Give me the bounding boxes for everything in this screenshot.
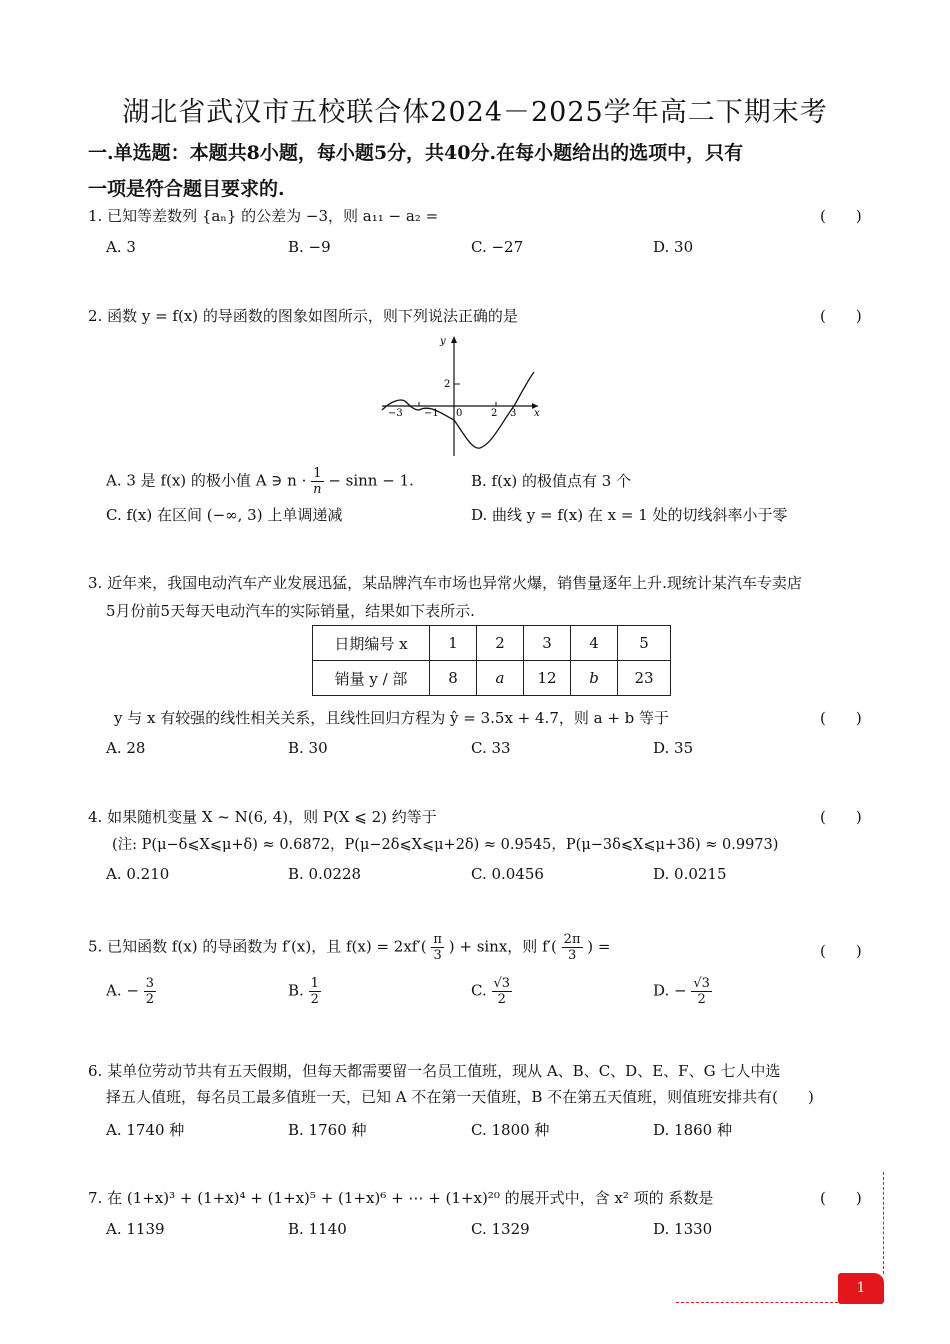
q3-option-b: B. 30 xyxy=(288,739,328,757)
fraction-denominator: n xyxy=(313,482,322,497)
derivative-graph xyxy=(370,332,550,462)
section-heading-line2: 一项是符合题目要求的. xyxy=(88,178,285,200)
answer-paren-4: ( ) xyxy=(820,808,862,826)
x-tick-label-neg1: −1 xyxy=(424,408,439,419)
answer-paren-1: ( ) xyxy=(820,207,862,225)
x-tick-label-neg3: −3 xyxy=(388,408,403,419)
fraction-denominator: 3 xyxy=(433,948,442,963)
answer-paren-7: ( ) xyxy=(820,1189,862,1207)
question-4-stem: 4. 如果随机变量 X ~ N(6, 4)，则 P(X ⩽ 2) 约等于 xyxy=(88,808,437,826)
fraction-numerator: √3 xyxy=(493,976,511,991)
fraction-numerator: 2π xyxy=(563,932,581,947)
q2-option-a-tail: − sinn − 1. xyxy=(328,471,414,490)
q5-option-c-label: C. xyxy=(471,981,487,1000)
table-cell: 8 xyxy=(430,661,477,696)
q5-option-c xyxy=(471,976,512,1007)
fraction-numerator: 1 xyxy=(310,976,319,991)
q2-option-a-fraction xyxy=(311,466,323,497)
q5-option-a-label: A. − xyxy=(106,981,139,1000)
fraction-numerator: 3 xyxy=(145,976,154,991)
question-1-stem: 1. 已知等差数列 {aₙ} 的公差为 −3，则 a₁₁ − a₂ = xyxy=(88,207,439,225)
fraction-numerator: π xyxy=(433,932,442,947)
q4-option-c: C. 0.0456 xyxy=(471,865,544,883)
q6-option-c: C. 1800 种 xyxy=(471,1121,550,1139)
q5-option-b xyxy=(288,976,321,1007)
q1-option-c: C. −27 xyxy=(471,238,524,256)
q1-option-a: A. 3 xyxy=(106,238,136,256)
question-7-stem: 7. 在 (1+x)³ + (1+x)⁴ + (1+x)⁵ + (1+x)⁶ + ⋯ + (1+x)²⁰ 的展开式中，含 x² 项的 系数是 xyxy=(88,1189,714,1207)
question-3-stem-line2: 5月份前5天每天电动汽车的实际销量，结果如下表所示. xyxy=(106,602,475,620)
page-border-dashed-horizontal xyxy=(676,1302,838,1303)
q5-stem-part-c: ) = xyxy=(587,937,611,956)
table-cell: b xyxy=(571,661,618,696)
q4-option-d: D. 0.0215 xyxy=(653,865,727,883)
answer-paren-3: ( ) xyxy=(820,709,862,727)
question-3-stem-line3: y 与 x 有较强的线性相关关系，且线性回归方程为 ŷ = 3.5x + 4.7，则 a + b 等于 xyxy=(114,709,670,727)
answer-paren-5: ( ) xyxy=(820,942,862,960)
page-border-dashed-vertical xyxy=(883,1172,884,1274)
fraction-numerator: 1 xyxy=(311,466,323,482)
question-5-stem xyxy=(88,932,610,963)
fraction-denominator: 3 xyxy=(567,948,577,963)
q5-option-d xyxy=(653,976,712,1007)
q5-option-c-fraction xyxy=(492,976,513,1007)
fraction-denominator: 2 xyxy=(697,992,706,1007)
q2-option-a-text: A. 3 是 f(x) 的极小值 A ∋ n · xyxy=(106,471,307,490)
table-cell: 4 xyxy=(571,626,618,661)
q3-option-d: D. 35 xyxy=(653,739,694,757)
x-axis-label: x xyxy=(534,408,540,419)
q2-option-b: B. f(x) 的极值点有 3 个 xyxy=(471,472,632,490)
q2-option-a xyxy=(106,466,414,497)
table-row xyxy=(313,626,671,661)
q6-option-d: D. 1860 种 xyxy=(653,1121,732,1139)
q5-option-b-fraction xyxy=(309,976,321,1007)
table-cell: 2 xyxy=(477,626,524,661)
question-2-stem: 2. 函数 y = f(x) 的导函数的图象如图所示，则下列说法正确的是 xyxy=(88,307,518,325)
y-axis-label: y xyxy=(440,336,446,347)
q1-option-b: B. −9 xyxy=(288,238,331,256)
q2-option-c: C. f(x) 在区间 (−∞, 3) 上单调递减 xyxy=(106,506,343,524)
sales-table xyxy=(312,625,671,696)
q7-option-a: A. 1139 xyxy=(106,1220,165,1238)
table-cell: 12 xyxy=(524,661,571,696)
table-cell: 23 xyxy=(618,661,671,696)
q3-option-c: C. 33 xyxy=(471,739,511,757)
q5-stem-part-b: ) + sinx，则 f′( xyxy=(448,937,557,956)
q7-option-b: B. 1140 xyxy=(288,1220,347,1238)
q5-fraction-2 xyxy=(562,932,583,963)
question-3-stem-line1: 3. 近年来，我国电动汽车产业发展迅猛，某品牌汽车市场也异常火爆，销售量逐年上升.现统计某汽车专卖店 xyxy=(88,574,802,592)
q6-option-a: A. 1740 种 xyxy=(106,1121,185,1139)
page-title: 湖北省武汉市五校联合体2024－2025学年高二下期末考 xyxy=(122,97,828,128)
table-cell: 1 xyxy=(430,626,477,661)
table-cell: a xyxy=(477,661,524,696)
q7-option-c: C. 1329 xyxy=(471,1220,530,1238)
x-tick-label-2: 2 xyxy=(491,408,498,419)
q5-fraction-1 xyxy=(431,932,444,963)
q4-option-b: B. 0.0228 xyxy=(288,865,362,883)
q5-option-d-fraction xyxy=(691,976,712,1007)
y-axis-arrow xyxy=(451,336,457,343)
fraction-denominator: 2 xyxy=(497,992,506,1007)
q3-option-a: A. 28 xyxy=(106,739,146,757)
q5-option-a-fraction xyxy=(144,976,156,1007)
table-header-cell: 日期编号 x xyxy=(313,626,430,661)
q5-stem-part-a: 5. 已知函数 f(x) 的导函数为 f′(x)，且 f(x) = 2xf′( xyxy=(88,937,427,956)
table-cell: 5 xyxy=(618,626,671,661)
table-row xyxy=(313,661,671,696)
fraction-numerator: √3 xyxy=(693,976,710,991)
answer-paren-2: ( ) xyxy=(820,307,862,325)
fraction-denominator: 2 xyxy=(145,992,154,1007)
q5-option-a xyxy=(106,976,156,1007)
q5-option-b-label: B. xyxy=(288,981,304,1000)
question-4-note: (注: P(μ−δ⩽X⩽μ+δ) ≈ 0.6872，P(μ−2δ⩽X⩽μ+2δ) ≈ 0.9545，P(μ−3δ⩽X⩽μ+3δ) ≈ 0.9973) xyxy=(112,837,779,853)
y-tick-label-2: 2 xyxy=(444,379,451,390)
fraction-denominator: 2 xyxy=(310,992,319,1007)
x-tick-label-0: 0 xyxy=(456,408,463,419)
q7-option-d: D. 1330 xyxy=(653,1220,713,1238)
q1-option-d: D. 30 xyxy=(653,238,694,256)
q2-option-d: D. 曲线 y = f(x) 在 x = 1 处的切线斜率小于零 xyxy=(471,506,788,524)
question-6-stem-line2: 择五人值班，每名员工最多值班一天，已知 A 不在第一天值班，B 不在第五天值班，则值班安排共有( ) xyxy=(106,1088,814,1106)
page-number: 1 xyxy=(838,1273,884,1304)
table-cell: 3 xyxy=(524,626,571,661)
section-heading-line1: 一.单选题：本题共8小题，每小题5分，共40分.在每小题给出的选项中，只有 xyxy=(88,142,744,164)
q5-option-d-label: D. − xyxy=(653,981,687,1000)
q6-option-b: B. 1760 种 xyxy=(288,1121,367,1139)
q4-option-a: A. 0.210 xyxy=(106,865,170,883)
question-6-stem-line1: 6. 某单位劳动节共有五天假期，但每天都需要留一名员工值班，现从 A、B、C、D、E、F、G 七人中选 xyxy=(88,1062,781,1080)
table-header-cell: 销量 y / 部 xyxy=(313,661,430,696)
x-tick-label-3: 3 xyxy=(510,408,517,419)
